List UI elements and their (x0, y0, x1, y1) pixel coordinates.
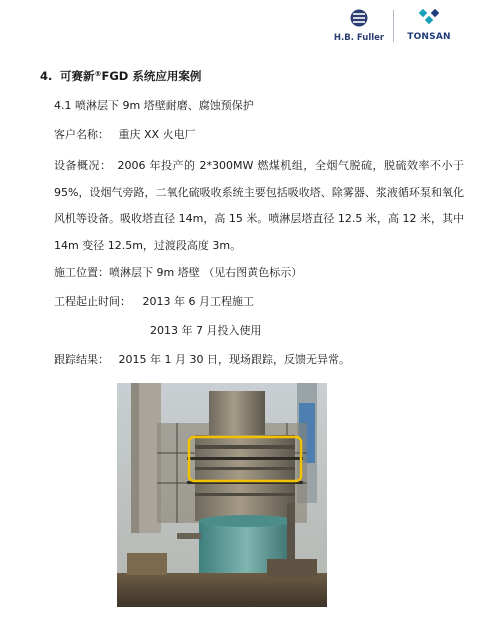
location-row (54, 264, 302, 280)
tracking-row (54, 351, 350, 367)
subsection-heading: 4.1 喷淋层下 9m 塔壁耐磨、腐蚀预保护 (54, 99, 254, 112)
tracking-label: 跟踪结果： (54, 353, 109, 366)
registered-mark: ® (94, 70, 102, 78)
equipment-text: 2006 年投产的 2*300MW 燃煤机组，全烟气脱硫，脱硫效率不小于 95%，设烟气旁路，二氧化硫吸收系统主要包括吸收塔、除雾器、浆液循环泵和氧化风机等设备。吸收塔直径 14m，高 15 米。喷淋层塔直径 12.5 米，高 12 米，其中 14m 变径 12.5m，过渡段高度 3m。 (54, 159, 465, 252)
client-row (54, 126, 196, 142)
section-heading (40, 68, 201, 84)
hb-fuller-logo (331, 9, 387, 43)
location-label: 施工位置： (54, 266, 109, 279)
absorber-tower-photo (117, 383, 327, 607)
tonsan-logo (400, 9, 458, 42)
period-end: 2013 年 7 月投入使用 (150, 324, 262, 337)
location-value: 喷淋层下 9m 塔壁 （见右图黄色标示） (109, 266, 303, 279)
absorber-tower-image (117, 383, 327, 607)
section-title-pre: 可赛新 (60, 69, 95, 83)
tonsan-icon (418, 9, 440, 27)
section-title-post: FGD 系统应用案例 (101, 69, 202, 83)
logo-divider (393, 10, 394, 42)
equipment-label: 设备概况： (54, 159, 112, 172)
page-header (0, 0, 489, 52)
client-value: 重庆 XX 火电厂 (118, 128, 196, 141)
period-start: 2013 年 6 月工程施工 (142, 295, 254, 308)
period-label: 工程起止时间： (54, 295, 131, 308)
tracking-value: 2015 年 1 月 30 日，现场跟踪，反馈无异常。 (118, 353, 350, 366)
equipment-paragraph (54, 153, 464, 259)
hb-fuller-icon (350, 9, 368, 27)
tonsan-wordmark: TONSAN (407, 32, 451, 42)
client-label: 客户名称： (54, 128, 109, 141)
hb-fuller-wordmark: H.B. Fuller (333, 33, 385, 43)
period-row (54, 293, 254, 309)
section-number: 4. (40, 69, 53, 83)
